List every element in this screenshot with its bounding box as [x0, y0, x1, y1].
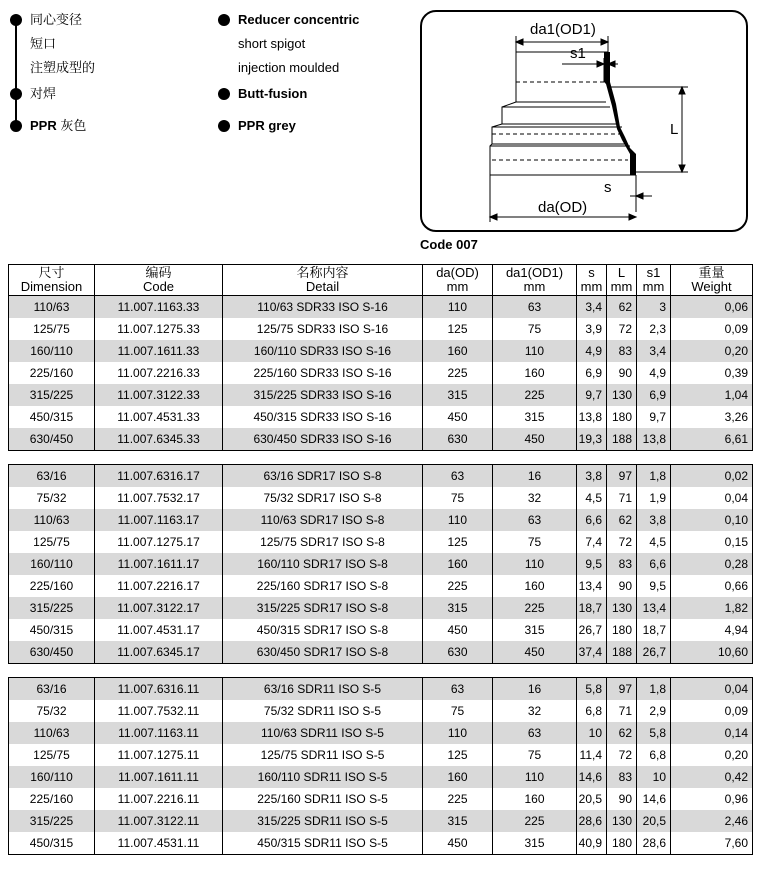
table-cell: 125/75 SDR33 ISO S-16: [223, 318, 423, 340]
table-cell: 20,5: [637, 810, 671, 832]
reducer-diagram: [422, 12, 746, 230]
table-cell: 40,9: [577, 832, 607, 855]
table-cell: 0,09: [671, 318, 753, 340]
table-cell: 630/450 SDR33 ISO S-16: [223, 428, 423, 451]
table-cell: 11.007.1611.11: [95, 766, 223, 788]
table-cell: 11.007.6316.11: [95, 678, 223, 701]
col-header: 尺寸 Dimension: [9, 265, 95, 296]
table-cell: 3,4: [637, 340, 671, 362]
table-cell: 110/63: [9, 509, 95, 531]
table-cell: 160/110: [9, 340, 95, 362]
col-header: da1(OD1) mm: [493, 265, 577, 296]
table-cell: 160: [423, 340, 493, 362]
table-cell: 13,8: [577, 406, 607, 428]
dim-s-label: s: [604, 179, 612, 196]
table-cell: 28,6: [577, 810, 607, 832]
table-row: [9, 384, 753, 406]
table-cell: 75: [493, 744, 577, 766]
table-cell: 75/32 SDR11 ISO S-5: [223, 700, 423, 722]
table-cell: 630/450: [9, 428, 95, 451]
table-row: [9, 788, 753, 810]
table-cell: 450/315: [9, 619, 95, 641]
table-cell: 110: [493, 340, 577, 362]
table-cell: 225/160: [9, 575, 95, 597]
table-cell: 11.007.1163.17: [95, 509, 223, 531]
table-cell: 0,06: [671, 296, 753, 319]
dim-da1-label: da1(OD1): [530, 21, 596, 38]
table-cell: 3,8: [577, 465, 607, 488]
group-spacer: [9, 664, 753, 678]
table-cell: 125: [423, 531, 493, 553]
table-cell: 63/16 SDR11 ISO S-5: [223, 678, 423, 701]
table-cell: 11.007.1163.33: [95, 296, 223, 319]
table-cell: 110/63 SDR17 ISO S-8: [223, 509, 423, 531]
table-row: [9, 744, 753, 766]
table-cell: 130: [607, 810, 637, 832]
table-cell: 225/160 SDR11 ISO S-5: [223, 788, 423, 810]
table-cell: 160/110: [9, 553, 95, 575]
table-cell: 450: [423, 406, 493, 428]
table-cell: 75: [493, 531, 577, 553]
table-cell: 11.007.4531.17: [95, 619, 223, 641]
table-cell: 11.007.3122.33: [95, 384, 223, 406]
table-cell: 63/16: [9, 678, 95, 701]
table-cell: 14,6: [637, 788, 671, 810]
table-cell: 450/315 SDR17 ISO S-8: [223, 619, 423, 641]
table-cell: 110: [493, 766, 577, 788]
table-cell: 11.007.2216.17: [95, 575, 223, 597]
table-cell: 630: [423, 641, 493, 664]
table-cell: 160: [493, 788, 577, 810]
table-cell: 11.007.2216.11: [95, 788, 223, 810]
table-cell: 3: [637, 296, 671, 319]
table-cell: 160: [493, 362, 577, 384]
table-cell: 83: [607, 340, 637, 362]
table-cell: 450/315: [9, 406, 95, 428]
table-cell: 0,28: [671, 553, 753, 575]
table-cell: 20,5: [577, 788, 607, 810]
table-row: [9, 465, 753, 488]
table-cell: 6,8: [577, 700, 607, 722]
table-cell: 130: [607, 597, 637, 619]
bullet-icon: [10, 14, 22, 26]
table-cell: 630/450 SDR17 ISO S-8: [223, 641, 423, 664]
table-cell: 110/63: [9, 296, 95, 319]
table-cell: 225: [493, 384, 577, 406]
col-header: 重量 Weight: [671, 265, 753, 296]
col-header: s mm: [577, 265, 607, 296]
table-cell: 62: [607, 296, 637, 319]
table-cell: 11.007.4531.33: [95, 406, 223, 428]
table-cell: 2,3: [637, 318, 671, 340]
table-cell: 72: [607, 531, 637, 553]
table-cell: 180: [607, 619, 637, 641]
table-row: [9, 575, 753, 597]
table-cell: 71: [607, 487, 637, 509]
table-cell: 63/16 SDR17 ISO S-8: [223, 465, 423, 488]
table-cell: 0,15: [671, 531, 753, 553]
table-header: [9, 265, 753, 296]
table-cell: 0,66: [671, 575, 753, 597]
table-cell: 97: [607, 678, 637, 701]
table-cell: 1,8: [637, 465, 671, 488]
table-cell: 11.007.2216.33: [95, 362, 223, 384]
table-cell: 450: [423, 619, 493, 641]
table-cell: 10: [577, 722, 607, 744]
table-cell: 62: [607, 509, 637, 531]
table-cell: 160: [493, 575, 577, 597]
table-cell: 188: [607, 641, 637, 664]
bullet-icon: [218, 88, 230, 100]
table-cell: 0,02: [671, 465, 753, 488]
table-row: [9, 509, 753, 531]
table-cell: 0,10: [671, 509, 753, 531]
table-cell: 9,5: [637, 575, 671, 597]
table-cell: 125/75 SDR17 ISO S-8: [223, 531, 423, 553]
table-cell: 63/16: [9, 465, 95, 488]
table-cell: 1,9: [637, 487, 671, 509]
table-cell: 0,09: [671, 700, 753, 722]
table-cell: 75: [493, 318, 577, 340]
table-cell: 315/225 SDR17 ISO S-8: [223, 597, 423, 619]
table-cell: 11.007.4531.11: [95, 832, 223, 855]
table-cell: 4,5: [577, 487, 607, 509]
table-cell: 72: [607, 318, 637, 340]
table-row: [9, 722, 753, 744]
table-cell: 37,4: [577, 641, 607, 664]
table-cell: 6,9: [637, 384, 671, 406]
col-header: s1 mm: [637, 265, 671, 296]
table-cell: 11.007.1275.17: [95, 531, 223, 553]
group-spacer: [9, 451, 753, 465]
table-cell: 225/160: [9, 788, 95, 810]
table-cell: 130: [607, 384, 637, 406]
table-cell: 315: [493, 832, 577, 855]
table-cell: 75/32: [9, 700, 95, 722]
table-cell: 11.007.7532.11: [95, 700, 223, 722]
dim-l-label: L: [670, 121, 679, 138]
table-cell: 4,9: [577, 340, 607, 362]
table-row: [9, 832, 753, 855]
table-cell: 180: [607, 832, 637, 855]
table-cell: 225: [423, 788, 493, 810]
table-cell: 315/225 SDR33 ISO S-16: [223, 384, 423, 406]
table-cell: 225/160 SDR17 ISO S-8: [223, 575, 423, 597]
table-cell: 6,9: [577, 362, 607, 384]
table-row: [9, 678, 753, 701]
table-cell: 11,4: [577, 744, 607, 766]
table-cell: 63: [493, 722, 577, 744]
table-cell: 7,4: [577, 531, 607, 553]
table-cell: 32: [493, 700, 577, 722]
reducer-outline: [490, 52, 516, 175]
table-cell: 315/225: [9, 384, 95, 406]
table-cell: 10: [637, 766, 671, 788]
table-cell: 75: [423, 487, 493, 509]
table-cell: 5,8: [637, 722, 671, 744]
table-cell: 1,8: [637, 678, 671, 701]
table-cell: 630: [423, 428, 493, 451]
table-cell: 3,8: [637, 509, 671, 531]
bullet-icon: [218, 120, 230, 132]
table-cell: 26,7: [637, 641, 671, 664]
table-cell: 0,04: [671, 487, 753, 509]
table-cell: 18,7: [577, 597, 607, 619]
table-cell: 3,9: [577, 318, 607, 340]
table-cell: 6,6: [637, 553, 671, 575]
table-cell: 450/315 SDR33 ISO S-16: [223, 406, 423, 428]
table-cell: 4,5: [637, 531, 671, 553]
bullet-icon: [218, 14, 230, 26]
table-cell: 315: [423, 597, 493, 619]
table-cell: 16: [493, 465, 577, 488]
table-cell: 6,6: [577, 509, 607, 531]
table-cell: 225: [493, 597, 577, 619]
table-cell: 160: [423, 766, 493, 788]
table-cell: 11.007.3122.17: [95, 597, 223, 619]
table-cell: 110/63: [9, 722, 95, 744]
wall-section: [604, 52, 636, 175]
table-cell: 1,82: [671, 597, 753, 619]
table-cell: 72: [607, 744, 637, 766]
connector-line: [15, 20, 17, 94]
table-cell: 450/315: [9, 832, 95, 855]
col-header: L mm: [607, 265, 637, 296]
table-cell: 6,8: [637, 744, 671, 766]
table-row: [9, 531, 753, 553]
table-cell: 11.007.6345.17: [95, 641, 223, 664]
table-cell: 160/110 SDR33 ISO S-16: [223, 340, 423, 362]
table-cell: 63: [493, 296, 577, 319]
table-cell: 2,9: [637, 700, 671, 722]
table-row: [9, 810, 753, 832]
spec-table: [8, 264, 753, 855]
table-cell: 75: [423, 700, 493, 722]
table-cell: 13,8: [637, 428, 671, 451]
table-cell: 83: [607, 766, 637, 788]
table-cell: 62: [607, 722, 637, 744]
table-cell: 315: [423, 810, 493, 832]
table-cell: 110: [423, 509, 493, 531]
table-row: [9, 318, 753, 340]
table-cell: 225/160 SDR33 ISO S-16: [223, 362, 423, 384]
table-cell: 63: [493, 509, 577, 531]
table-cell: 110/63 SDR11 ISO S-5: [223, 722, 423, 744]
table-row: [9, 553, 753, 575]
table-cell: 63: [423, 678, 493, 701]
table-cell: 63: [423, 465, 493, 488]
table-cell: 450: [423, 832, 493, 855]
table-cell: 13,4: [637, 597, 671, 619]
table-cell: 125/75: [9, 531, 95, 553]
table-cell: 90: [607, 362, 637, 384]
table-cell: 110/63 SDR33 ISO S-16: [223, 296, 423, 319]
table-cell: 315: [493, 406, 577, 428]
table-cell: 188: [607, 428, 637, 451]
table-cell: 125/75 SDR11 ISO S-5: [223, 744, 423, 766]
table-row: [9, 641, 753, 664]
table-cell: 97: [607, 465, 637, 488]
table-cell: 0,42: [671, 766, 753, 788]
table-cell: 11.007.6316.17: [95, 465, 223, 488]
table-cell: 0,20: [671, 340, 753, 362]
table-cell: 11.007.1275.33: [95, 318, 223, 340]
table-cell: 160/110 SDR11 ISO S-5: [223, 766, 423, 788]
table-cell: 630/450: [9, 641, 95, 664]
table-row: [9, 296, 753, 319]
table-cell: 32: [493, 487, 577, 509]
table-cell: 11.007.1275.11: [95, 744, 223, 766]
table-cell: 0,96: [671, 788, 753, 810]
col-header: 名称内容 Detail: [223, 265, 423, 296]
table-cell: 160/110: [9, 766, 95, 788]
table-cell: 75/32: [9, 487, 95, 509]
table-cell: 83: [607, 553, 637, 575]
table-cell: 3,4: [577, 296, 607, 319]
table-cell: 225: [423, 575, 493, 597]
table-cell: 71: [607, 700, 637, 722]
table-cell: 315/225: [9, 597, 95, 619]
table-cell: 11.007.7532.17: [95, 487, 223, 509]
table-row: [9, 487, 753, 509]
table-cell: 315/225: [9, 810, 95, 832]
table-cell: 4,94: [671, 619, 753, 641]
table-cell: 450: [493, 641, 577, 664]
table-cell: 110: [423, 296, 493, 319]
reducer-drawing: [420, 10, 748, 232]
table-cell: 9,7: [577, 384, 607, 406]
table-row: [9, 406, 753, 428]
table-cell: 225: [493, 810, 577, 832]
table-cell: 14,6: [577, 766, 607, 788]
table-cell: 125: [423, 744, 493, 766]
bullet-icon: [10, 88, 22, 100]
table-cell: 315/225 SDR11 ISO S-5: [223, 810, 423, 832]
table-cell: 450/315 SDR11 ISO S-5: [223, 832, 423, 855]
table-cell: 9,5: [577, 553, 607, 575]
table-cell: 75/32 SDR17 ISO S-8: [223, 487, 423, 509]
table-row: [9, 619, 753, 641]
table-cell: 225/160: [9, 362, 95, 384]
table-cell: 11.007.1163.11: [95, 722, 223, 744]
table-cell: 11.007.3122.11: [95, 810, 223, 832]
table-cell: 180: [607, 406, 637, 428]
table-row: [9, 597, 753, 619]
col-header: da(OD) mm: [423, 265, 493, 296]
table-cell: 2,46: [671, 810, 753, 832]
table-row: [9, 340, 753, 362]
dim-s1-label: s1: [570, 45, 586, 62]
table-row: [9, 362, 753, 384]
table-cell: 19,3: [577, 428, 607, 451]
table-cell: 4,9: [637, 362, 671, 384]
table-cell: 225: [423, 362, 493, 384]
table-cell: 7,60: [671, 832, 753, 855]
table-cell: 10,60: [671, 641, 753, 664]
table-cell: 5,8: [577, 678, 607, 701]
bullet-icon: [10, 120, 22, 132]
table-row: [9, 700, 753, 722]
table-cell: 11.007.6345.33: [95, 428, 223, 451]
table-cell: 315: [423, 384, 493, 406]
table-cell: 13,4: [577, 575, 607, 597]
dim-da-label: da(OD): [538, 199, 588, 216]
table-row: [9, 766, 753, 788]
table-cell: 450: [493, 428, 577, 451]
table-cell: 6,61: [671, 428, 753, 451]
table-cell: 125/75: [9, 318, 95, 340]
table-cell: 0,20: [671, 744, 753, 766]
table-cell: 160: [423, 553, 493, 575]
table-cell: 110: [493, 553, 577, 575]
table-cell: 125: [423, 318, 493, 340]
table-cell: 0,39: [671, 362, 753, 384]
table-cell: 160/110 SDR17 ISO S-8: [223, 553, 423, 575]
code-label: Code 007: [420, 237, 478, 252]
table-cell: 18,7: [637, 619, 671, 641]
table-cell: 1,04: [671, 384, 753, 406]
table-cell: 110: [423, 722, 493, 744]
table-cell: 3,26: [671, 406, 753, 428]
table-row: [9, 428, 753, 451]
table-cell: 90: [607, 788, 637, 810]
table-cell: 9,7: [637, 406, 671, 428]
table-cell: 315: [493, 619, 577, 641]
table-cell: 26,7: [577, 619, 607, 641]
table-cell: 16: [493, 678, 577, 701]
table-cell: 0,04: [671, 678, 753, 701]
table-cell: 125/75: [9, 744, 95, 766]
table-cell: 90: [607, 575, 637, 597]
col-header: 编码 Code: [95, 265, 223, 296]
table-cell: 0,14: [671, 722, 753, 744]
table-cell: 28,6: [637, 832, 671, 855]
table-cell: 11.007.1611.33: [95, 340, 223, 362]
table-cell: 11.007.1611.17: [95, 553, 223, 575]
